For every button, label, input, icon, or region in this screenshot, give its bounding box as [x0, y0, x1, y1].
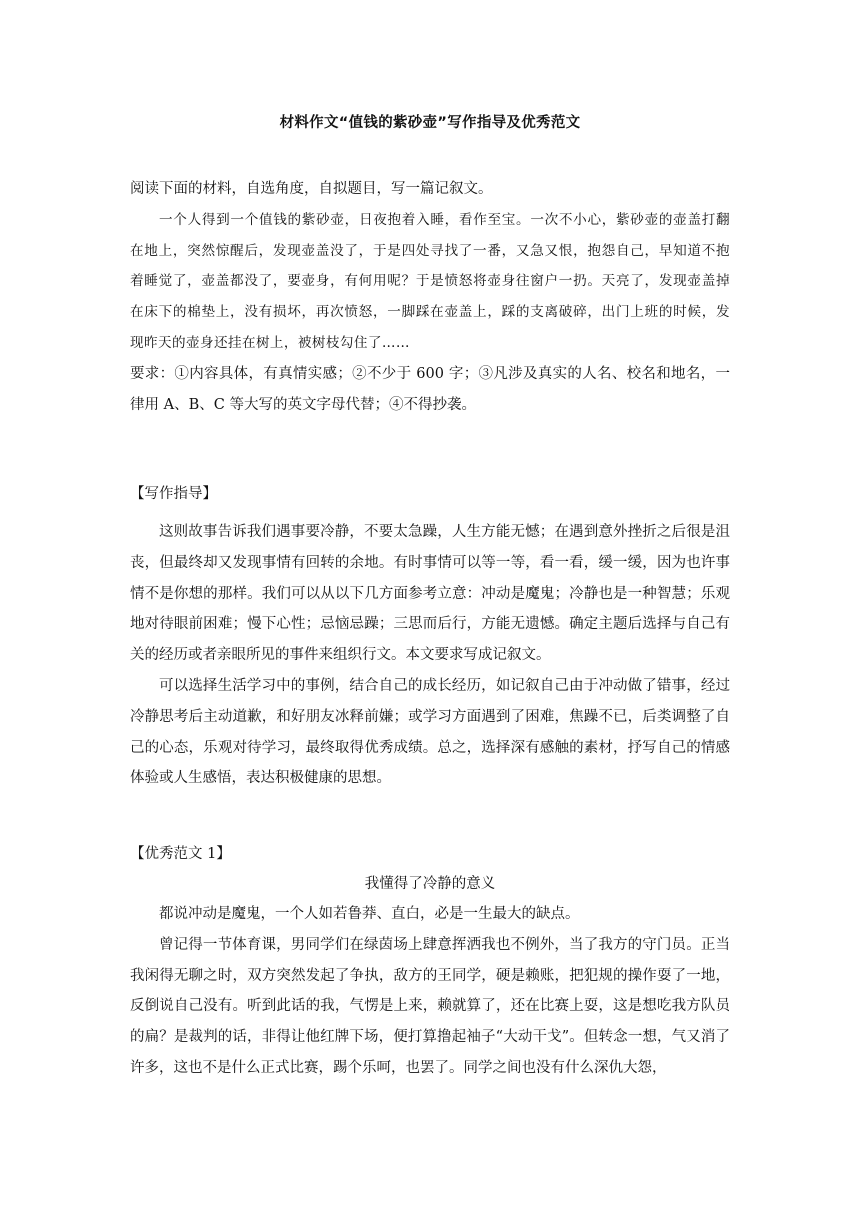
guide-paragraph-2: 可以选择生活学习中的事例，结合自己的成长经历，如记叙自己由于冲动做了错事，经过冷静思考后主动道歉，和好朋友冰释前嫌；或学习方面遇到了困难，焦躁不已，后类调整了自己的心态，乐观对待学习，最终取得优秀成绩。总之，选择深有感触的素材，抒写自己的情感体验或人生感悟，表达积极健康的思想。: [130, 677, 730, 787]
guide-paragraph-1: 这则故事告诉我们遇事要冷静，不要太急躁，人生方能无憾；在遇到意外挫折之后很是沮丧，但最终却又发现事情有回转的余地。有时事情可以等一等，看一看，缓一缓，因为也许事情不是你想的那样。我们可以从以下几方面参考立意：冲动是魔鬼；冷静也是一种智慧；乐观地对待眼前困难；慢下心性；忌恼忌躁；三思而后行，方能无遗憾。确定主题后选择与自己有关的经历或者亲眼所见的事件来组织行文。本文要求写成记叙文。: [130, 524, 730, 664]
essay-title: 我懂得了冷静的意义: [364, 876, 496, 892]
sample-heading: 【优秀范文 1】: [130, 846, 231, 862]
guide-section: [130, 479, 730, 794]
material-paragraph: 一个人得到一个值钱的紫砂壶，日夜抱着入睡，看作至宝。一次不小心，紫砂壶的壶盖打翻在地上，突然惊醒后，发现壶盖没了，于是四处寻找了一番，又急又恨，抱怨自己，早知道不抱着睡觉了，壶盖都没了，要壶身，有何用呢？于是愤怒将壶身往窗户一扔。天亮了，发现壶盖掉在床下的棉垫上，没有损坏，再次愤怒，一脚踩在壶盖上，踩的支离破碎，出门上班的时候，发现昨天的壶身还挂在树上，被树枝勾住了……: [130, 211, 730, 351]
requirements-paragraph: 要求：①内容具体，有真情实感；②不少于 600 字；③凡涉及真实的人名、校名和地名，一律用 A、B、C 等大写的英文字母代替；④不得抄袭。: [130, 365, 730, 413]
document-title: 材料作文“值钱的紫砂壶”写作指导及优秀范文: [279, 115, 581, 131]
prompt-section: [130, 174, 730, 420]
guide-heading: 【写作指导】: [130, 486, 217, 502]
essay-paragraph-2: 曾记得一节体育课，男同学们在绿茵场上肆意挥洒我也不例外，当了我方的守门员。正当我闲得无聊之时，双方突然发起了争执，敌方的王同学，硬是赖账，把犯规的操作耍了一地，反倒说自己没有。听到此话的我，气愣是上来，赖就算了，还在比赛上耍，这是想吃我方队员的扁？是裁判的话，非得让他红牌下场，便打算撸起袖子“大动干戈”。但转念一想，气又消了许多，这也不是什么正式比赛，踢个乐呵，也罢了。同学之间也没有什么深仇大怨，: [130, 936, 730, 1076]
sample-essay-section: [130, 839, 730, 1084]
essay-paragraph-1: 都说冲动是魔鬼，一个人如若鲁莽、直白，必是一生最大的缺点。: [159, 906, 580, 922]
prompt-intro: 阅读下面的材料，自选角度，自拟题目，写一篇记叙文。: [130, 181, 493, 197]
